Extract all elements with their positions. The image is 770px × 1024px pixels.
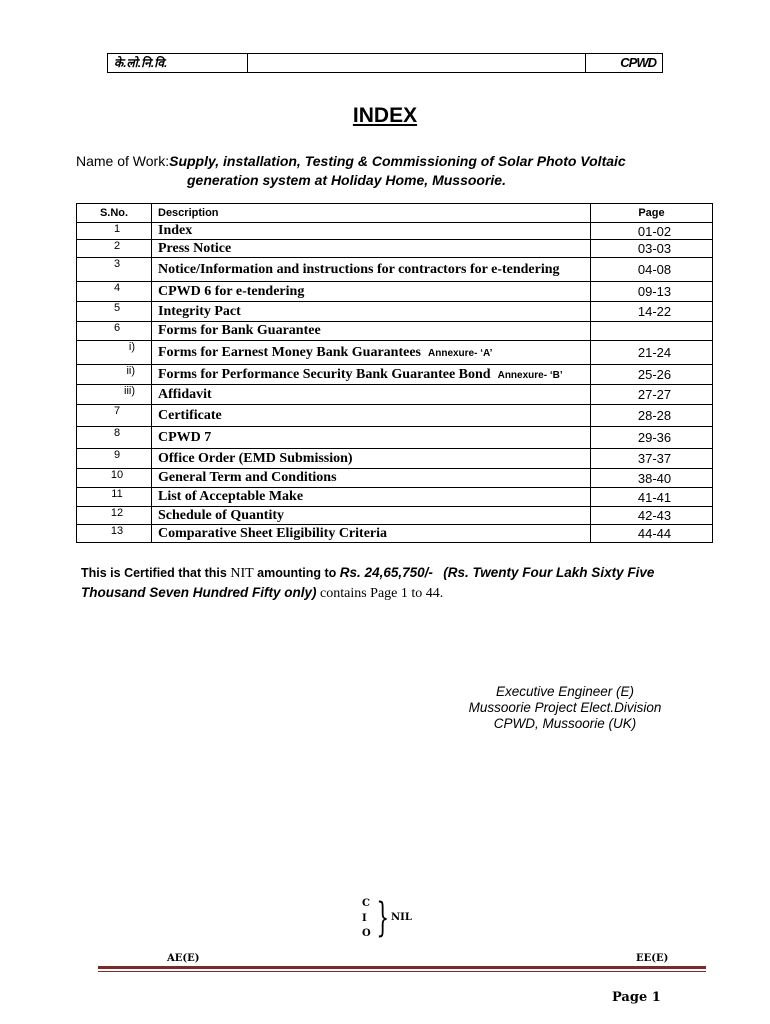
row-sno: iii) bbox=[77, 385, 152, 405]
row-description-text: Notice/Information and instructions for contractors for e-tendering bbox=[158, 261, 560, 277]
row-sno: 3 bbox=[77, 258, 152, 282]
row-sno: 5 bbox=[77, 302, 152, 322]
row-description-text: General Term and Conditions bbox=[158, 470, 337, 485]
document-header-strip bbox=[107, 53, 663, 73]
row-sno: 12 bbox=[77, 507, 152, 525]
table-row bbox=[77, 405, 713, 427]
row-description bbox=[152, 525, 591, 543]
row-description bbox=[152, 449, 591, 469]
row-sno: ii) bbox=[77, 365, 152, 385]
row-description-text: Index bbox=[158, 223, 193, 238]
cert-words-line1: (Rs. Twenty Four Lakh Sixty Five bbox=[443, 565, 655, 580]
row-page: 27-27 bbox=[591, 385, 713, 405]
cio-block bbox=[362, 896, 371, 941]
table-row bbox=[77, 322, 713, 341]
row-description-text: Office Order (EMD Submission) bbox=[158, 450, 353, 466]
index-table bbox=[76, 203, 713, 543]
row-page: 09-13 bbox=[591, 282, 713, 302]
row-description bbox=[152, 258, 591, 282]
cio-i: I bbox=[362, 913, 367, 924]
row-description bbox=[152, 341, 591, 365]
row-page: 42-43 bbox=[591, 507, 713, 525]
table-row bbox=[77, 341, 713, 365]
row-description-text: Press Notice bbox=[158, 240, 232, 256]
table-row bbox=[77, 449, 713, 469]
table-row bbox=[77, 240, 713, 258]
cert-part3: amounting to bbox=[257, 566, 337, 580]
table-row bbox=[77, 469, 713, 488]
table-row bbox=[77, 427, 713, 449]
signatory-line3: CPWD, Mussoorie (UK) bbox=[493, 716, 637, 731]
row-description-text: Affidavit bbox=[158, 386, 212, 402]
row-page: 25-26 bbox=[591, 365, 713, 385]
row-annexure: Annexure- ‘B’ bbox=[497, 369, 563, 381]
table-row bbox=[77, 258, 713, 282]
header-blank-cell bbox=[248, 54, 586, 72]
row-description-text: Forms for Performance Security Bank Guarantee Bond bbox=[158, 366, 491, 382]
row-annexure: Annexure- ‘A’ bbox=[428, 347, 493, 359]
row-description-text: Certificate bbox=[158, 407, 222, 423]
row-description-text: Comparative Sheet Eligibility Criteria bbox=[158, 525, 388, 541]
row-description bbox=[152, 282, 591, 302]
header-sno: S.No. bbox=[77, 204, 152, 223]
row-description bbox=[152, 302, 591, 322]
header-page: Page bbox=[591, 204, 713, 223]
row-description bbox=[152, 507, 591, 525]
cio-o: O bbox=[362, 928, 371, 939]
row-sno: i) bbox=[77, 341, 152, 365]
header-hindi-abbrev: के.लो.नि.वि. bbox=[108, 54, 248, 72]
row-page: 03-03 bbox=[591, 240, 713, 258]
row-description bbox=[152, 469, 591, 488]
row-description-text: CPWD 6 for e-tendering bbox=[158, 283, 305, 299]
row-sno: 2 bbox=[77, 240, 152, 258]
cert-words-line2: Thousand Seven Hundred Fifty only) bbox=[81, 585, 317, 600]
table-row bbox=[77, 525, 713, 543]
name-of-work-line1: Supply, installation, Testing & Commissioning of Solar Photo Voltaic bbox=[169, 153, 626, 169]
row-sno: 10 bbox=[77, 469, 152, 488]
signatory-line2: Mussoorie Project Elect.Division bbox=[468, 700, 662, 715]
header-description: Description bbox=[152, 204, 591, 223]
cio-brace: } bbox=[376, 895, 390, 941]
footer-rule-thin bbox=[98, 971, 706, 972]
index-table-body bbox=[77, 223, 713, 543]
page-title: INDEX bbox=[352, 104, 418, 127]
row-sno: 8 bbox=[77, 427, 152, 449]
table-row bbox=[77, 488, 713, 507]
cert-amount: Rs. 24,65,750/- bbox=[339, 565, 433, 580]
row-description-text: List of Acceptable Make bbox=[158, 489, 304, 504]
cert-part1: This is Certified that this bbox=[81, 566, 227, 580]
row-page: 29-36 bbox=[591, 427, 713, 449]
row-page: 04-08 bbox=[591, 258, 713, 282]
row-page bbox=[591, 322, 713, 341]
row-sno: 6 bbox=[77, 322, 152, 341]
row-description bbox=[152, 365, 591, 385]
row-sno: 13 bbox=[77, 525, 152, 543]
row-description bbox=[152, 405, 591, 427]
row-page: 41-41 bbox=[591, 488, 713, 507]
row-description-text: Integrity Pact bbox=[158, 303, 241, 319]
row-sno: 4 bbox=[77, 282, 152, 302]
row-description-text: Schedule of Quantity bbox=[158, 507, 285, 523]
row-page: 14-22 bbox=[591, 302, 713, 322]
cio-c: C bbox=[362, 898, 370, 909]
table-row bbox=[77, 385, 713, 405]
cio-value: NIL bbox=[391, 912, 412, 923]
row-description bbox=[152, 240, 591, 258]
signatory-block bbox=[440, 684, 690, 732]
page-number: Page 1 bbox=[612, 990, 661, 1005]
row-description bbox=[152, 322, 591, 341]
row-description bbox=[152, 223, 591, 240]
row-page: 44-44 bbox=[591, 525, 713, 543]
cert-part2: NIT bbox=[230, 566, 254, 581]
cert-tail: contains Page 1 to 44. bbox=[320, 586, 444, 601]
name-of-work-label: Name of Work: bbox=[76, 153, 170, 169]
table-row bbox=[77, 365, 713, 385]
row-description bbox=[152, 427, 591, 449]
row-page: 28-28 bbox=[591, 405, 713, 427]
name-of-work bbox=[76, 152, 716, 190]
row-sno: 7 bbox=[77, 405, 152, 427]
row-description bbox=[152, 488, 591, 507]
table-row bbox=[77, 223, 713, 240]
row-page: 21-24 bbox=[591, 341, 713, 365]
row-page: 38-40 bbox=[591, 469, 713, 488]
table-row bbox=[77, 302, 713, 322]
index-table-header-row bbox=[77, 204, 713, 223]
table-row bbox=[77, 282, 713, 302]
footer-ae: AE(E) bbox=[167, 953, 200, 964]
name-of-work-line2: generation system at Holiday Home, Mussoorie. bbox=[187, 172, 506, 188]
row-description-text: Forms for Earnest Money Bank Guarantees bbox=[158, 344, 421, 360]
certificate-statement bbox=[81, 563, 721, 603]
row-sno: 11 bbox=[77, 488, 152, 507]
table-row bbox=[77, 507, 713, 525]
row-sno: 1 bbox=[77, 223, 152, 240]
row-sno: 9 bbox=[77, 449, 152, 469]
cpwd-logo: CPWD bbox=[620, 55, 656, 70]
footer-rule-thick bbox=[98, 966, 706, 969]
row-description bbox=[152, 385, 591, 405]
footer-ee: EE(E) bbox=[636, 953, 669, 964]
row-page: 01-02 bbox=[591, 223, 713, 240]
row-description-text: CPWD 7 bbox=[158, 429, 212, 445]
signatory-line1: Executive Engineer (E) bbox=[495, 684, 635, 699]
row-description-text: Forms for Bank Guarantee bbox=[158, 323, 321, 338]
row-page: 37-37 bbox=[591, 449, 713, 469]
